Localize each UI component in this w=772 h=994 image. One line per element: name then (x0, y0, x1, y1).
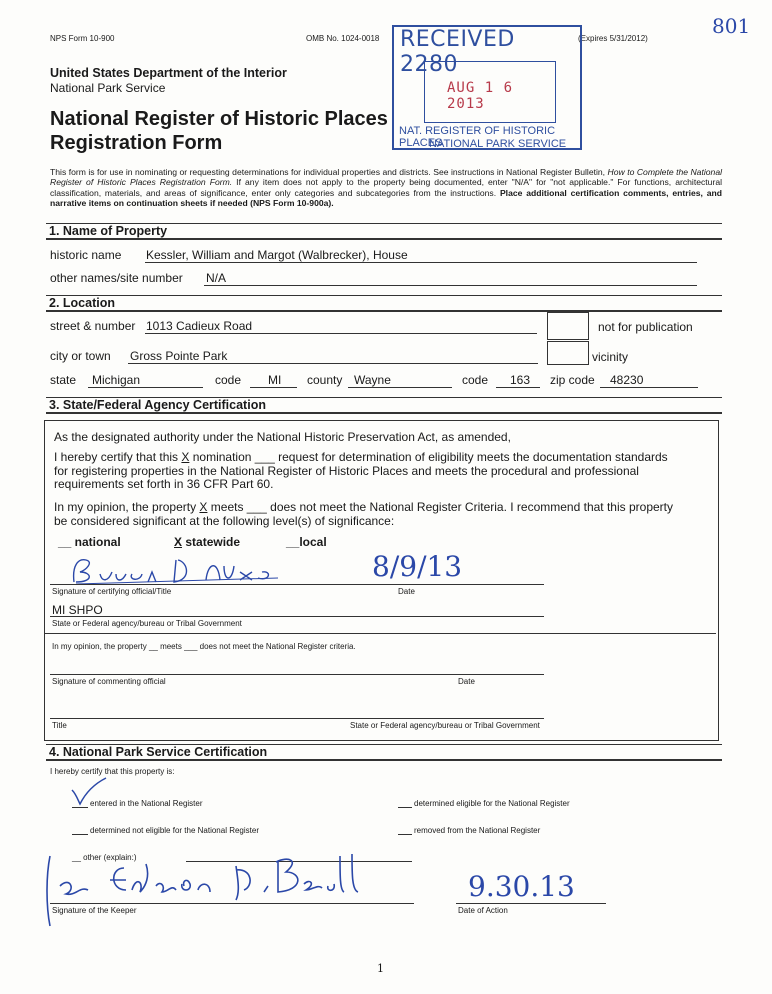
opinion-line-1: In my opinion, the property X meets ___ does not meet the National Register Criteria. I recommend that this property (54, 500, 673, 514)
zip-label: zip code (550, 373, 595, 387)
instructions-paragraph: This form is for use in nominating or requesting determinations for individual properties and districts. See instructions in National Register Bulletin, How to Complete the National Register of Historic Places Registration Form. If any item does not apply to the property being documented, enter "N/A" for "not applicable." For functions, architectural classification, materials, and areas of significance, enter only categories and subcategories from the instructions. Place additional certification comments, entries, and narrative items on continuation sheets if needed (NPS Form 10-900a). (50, 167, 723, 209)
comment-title-line (50, 718, 544, 719)
stamp-title: RECEIVED 2280 (400, 27, 515, 77)
option-eligible: determined eligible for the National Register (414, 799, 570, 808)
nomination-mark[interactable]: X (181, 450, 190, 464)
section-1-heading: 1. Name of Property (46, 223, 722, 240)
county-code-line (496, 387, 540, 388)
street-label: street & number (50, 319, 136, 333)
section-4-heading: 4. National Park Service Certification (46, 744, 722, 761)
not-for-publication-label: not for publication (598, 320, 693, 334)
comment-agency-label: State or Federal agency/bureau or Tribal Government (350, 721, 540, 730)
state-line (88, 387, 203, 388)
street-value[interactable]: 1013 Cadieux Road (146, 319, 253, 333)
date-label: Date (398, 587, 415, 596)
eligible-blank[interactable] (398, 807, 412, 808)
certifying-date-handwritten: 8/9/13 (372, 550, 463, 583)
expires-date: (Expires 5/31/2012) (578, 34, 648, 43)
comment-opinion: In my opinion, the property __ meets ___ does not meet the National Register criteria. (52, 642, 356, 651)
other-names-label: other names/site number (50, 271, 183, 285)
signature-line (50, 584, 544, 585)
omb-number: OMB No. 1024-0018 (306, 34, 380, 43)
certify-line-1: I hereby certify that this X nomination ___ request for determination of eligibility meets the documentation standards (54, 450, 668, 464)
meets-mark[interactable]: X (199, 500, 208, 514)
keeper-signature-label: Signature of the Keeper (52, 906, 137, 915)
form-number: NPS Form 10-900 (50, 34, 115, 43)
state-code-value[interactable]: MI (268, 373, 282, 387)
agency-line (50, 616, 544, 617)
keeper-signature-line (50, 903, 414, 904)
entered-blank[interactable] (72, 807, 88, 808)
agency-value[interactable]: MI SHPO (52, 603, 103, 617)
city-label: city or town (50, 349, 111, 363)
state-value[interactable]: Michigan (92, 373, 141, 387)
zip-line (600, 387, 698, 388)
not-for-publication-checkbox[interactable] (547, 312, 589, 340)
level-national[interactable]: __ national (58, 535, 121, 549)
zip-value[interactable]: 48230 (610, 373, 644, 387)
vicinity-checkbox[interactable] (547, 341, 589, 365)
department-name: United States Department of the Interior (50, 66, 287, 80)
comment-signature-label: Signature of commenting official (52, 677, 166, 686)
county-value[interactable]: Wayne (354, 373, 391, 387)
historic-name-label: historic name (50, 248, 122, 262)
other-names-line (204, 285, 697, 286)
certify-line-3: requirements set forth in 36 CFR Part 60. (54, 477, 274, 491)
page-number: 1 (377, 962, 384, 975)
city-line (128, 363, 538, 364)
historic-name-line (145, 262, 697, 263)
removed-blank[interactable] (398, 834, 412, 835)
section-3-heading: 3. State/Federal Agency Certification (46, 397, 722, 414)
keeper-certify-statement: I hereby certify that this property is: (50, 767, 175, 776)
other-names-value[interactable]: N/A (206, 271, 227, 285)
stamp-date: AUG 1 6 2013 (447, 80, 514, 112)
certifying-signature (56, 552, 286, 592)
not-eligible-blank[interactable] (72, 834, 88, 835)
level-statewide[interactable]: X statewide (174, 535, 241, 549)
action-date-label: Date of Action (458, 906, 508, 915)
option-entered: entered in the National Register (90, 799, 203, 808)
handwritten-number: 801 (712, 14, 751, 38)
state-code-label: code (215, 373, 242, 387)
certify-line-2: for registering properties in the National Register of Historic Places and meets the procedural and professional (54, 464, 639, 478)
action-date-handwritten: 9.30.13 (468, 870, 575, 903)
service-name: National Park Service (50, 81, 166, 95)
level-local[interactable]: __local (286, 535, 327, 549)
opinion-line-2: be considered significant at the following level(s) of significance: (54, 514, 395, 528)
agency-label: State or Federal agency/bureau or Tribal Government (52, 619, 242, 628)
comment-signature-line (50, 674, 544, 675)
stamp-line-1: NAT. REGISTER OF HISTORIC PLACES (399, 125, 556, 149)
section-2-heading: 2. Location (46, 295, 722, 312)
option-not-eligible: determined not eligible for the National Register (90, 826, 259, 835)
street-line (145, 333, 537, 334)
stamp-line-2: NATIONAL PARK SERVICE (429, 138, 567, 150)
option-other: __ other (explain:) (72, 853, 137, 862)
option-removed: removed from the National Register (414, 826, 541, 835)
state-code-line (250, 387, 297, 388)
form-title-line-2: Registration Form (50, 132, 223, 154)
city-value[interactable]: Gross Pointe Park (130, 349, 228, 363)
form-title-line-1: National Register of Historic Places (50, 108, 388, 130)
authority-statement: As the designated authority under the National Historic Preservation Act, as amended, (54, 430, 511, 444)
keeper-signature (40, 846, 370, 930)
vicinity-label: vicinity (592, 350, 629, 364)
received-stamp (392, 25, 582, 150)
county-code-value[interactable]: 163 (510, 373, 531, 387)
certification-divider (45, 633, 716, 634)
county-line (348, 387, 452, 388)
signature-label: Signature of certifying official/Title (52, 587, 172, 596)
action-date-line (456, 903, 606, 904)
county-label: county (307, 373, 343, 387)
title-label: Title (52, 721, 67, 730)
historic-name-value[interactable]: Kessler, William and Margot (Walbrecker), House (146, 248, 408, 262)
comment-date-label: Date (458, 677, 475, 686)
county-code-label: code (462, 373, 489, 387)
stamp-date-box (424, 61, 556, 123)
state-label: state (50, 373, 77, 387)
